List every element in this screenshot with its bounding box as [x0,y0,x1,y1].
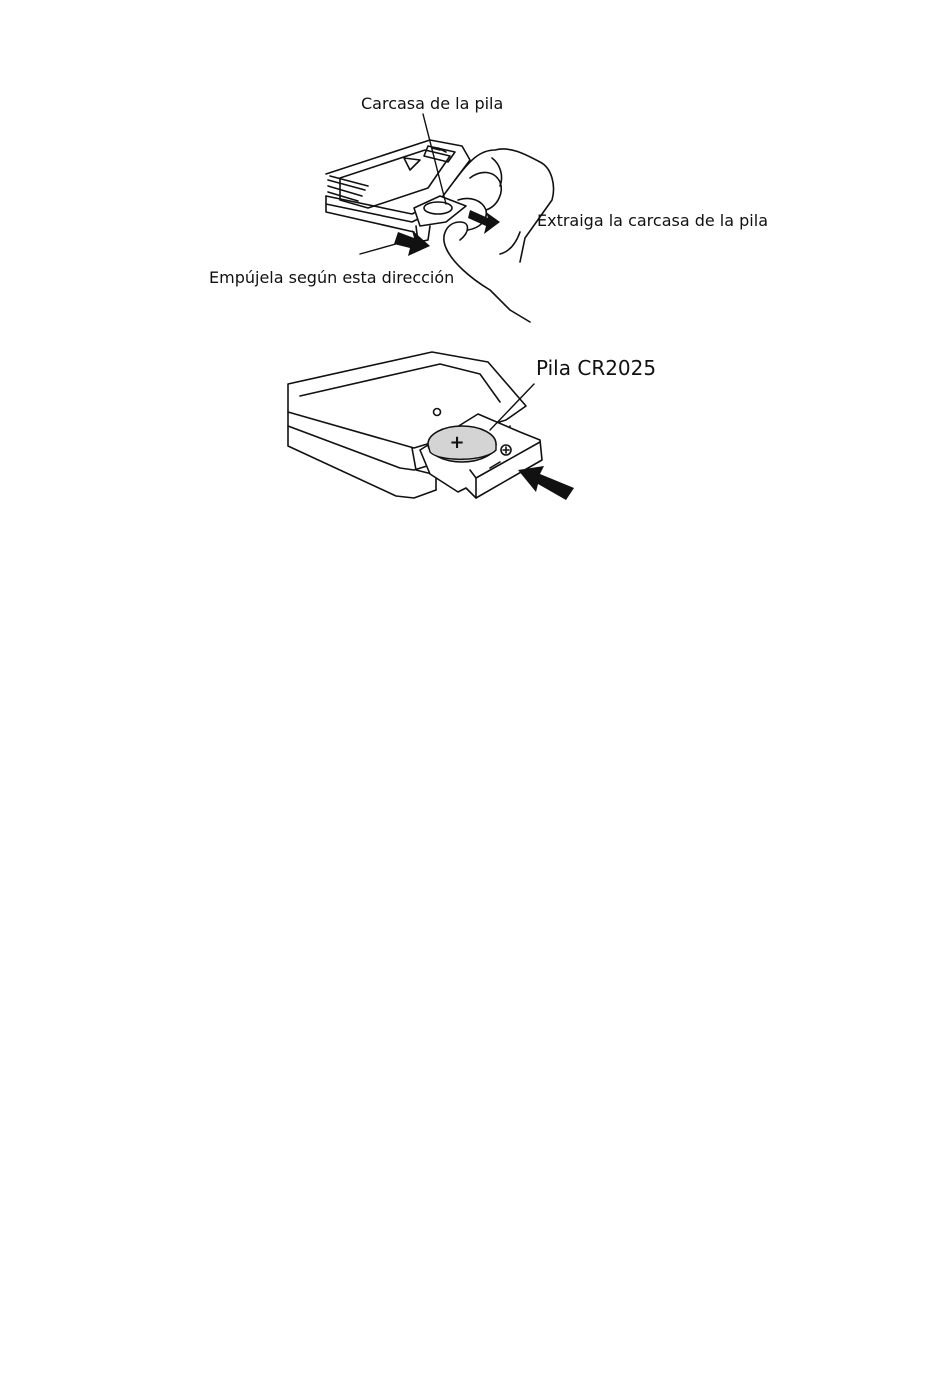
label-battery-type: Pila CR2025 [536,356,657,380]
label-pull-out-case: Extraiga la carcasa de la pila [537,211,768,230]
battery-polarity-symbol: + [449,432,465,453]
label-battery-case: Carcasa de la pila [361,94,504,113]
figure-insert-battery [0,0,950,520]
insert-arrow-icon [518,466,574,500]
label-push-direction: Empújela según esta dirección [209,268,455,287]
